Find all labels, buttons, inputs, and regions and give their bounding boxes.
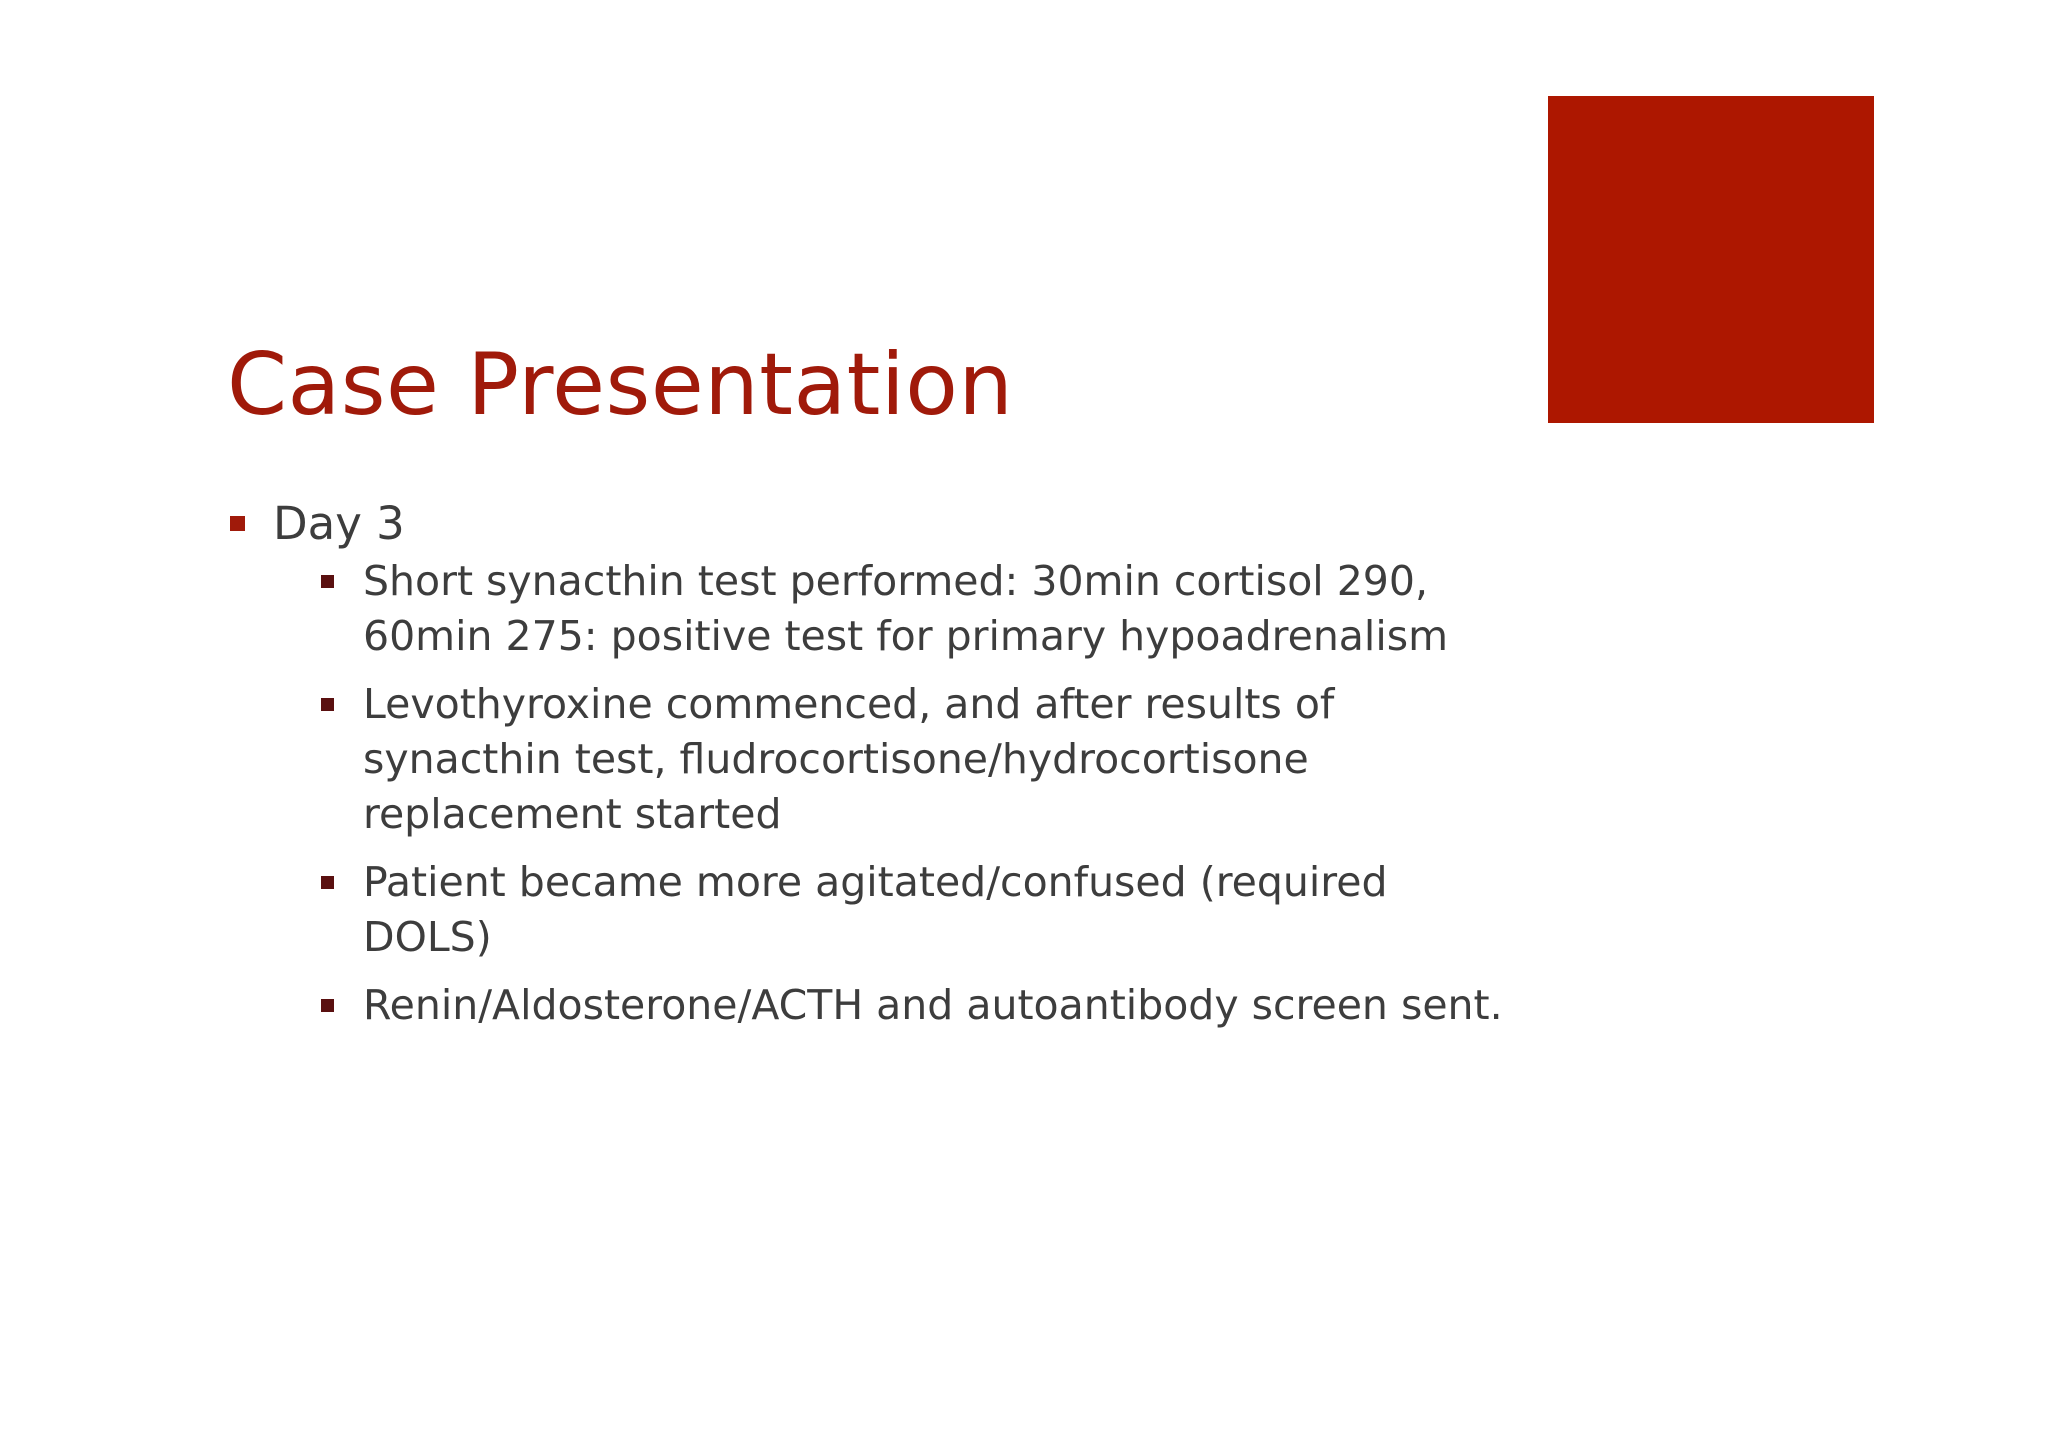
square-bullet-icon xyxy=(321,876,334,889)
sub-bullet-text: Short synacthin test performed: 30min cortisol 290, 60min 275: positive test for primary hypoadrenalism xyxy=(363,557,1449,660)
sub-bullet-text: Patient became more agitated/confused (required DOLS) xyxy=(363,858,1388,961)
slide-title: Case Presentation xyxy=(227,335,1014,435)
sub-bullet-text: Levothyroxine commenced, and after results of synacthin test, fludrocortisone/hydrocortisone replacement started xyxy=(363,680,1335,838)
sub-bullet-item xyxy=(363,677,1513,842)
sub-bullet-item xyxy=(363,978,1513,1033)
sub-bullet-list xyxy=(273,554,1513,1033)
sub-bullet-item xyxy=(363,855,1513,965)
sub-bullet-text: Renin/Aldosterone/ACTH and autoantibody screen sent. xyxy=(363,981,1503,1029)
accent-square xyxy=(1548,96,1874,423)
sub-bullet-item xyxy=(363,554,1513,664)
bullet-text: Day 3 xyxy=(273,497,405,550)
square-bullet-icon xyxy=(321,698,334,711)
bullet-item-day-3 xyxy=(227,494,1503,1033)
square-bullet-icon xyxy=(321,575,334,588)
bullet-list xyxy=(227,494,1503,1046)
square-bullet-icon xyxy=(321,999,334,1012)
square-bullet-icon xyxy=(230,516,245,531)
